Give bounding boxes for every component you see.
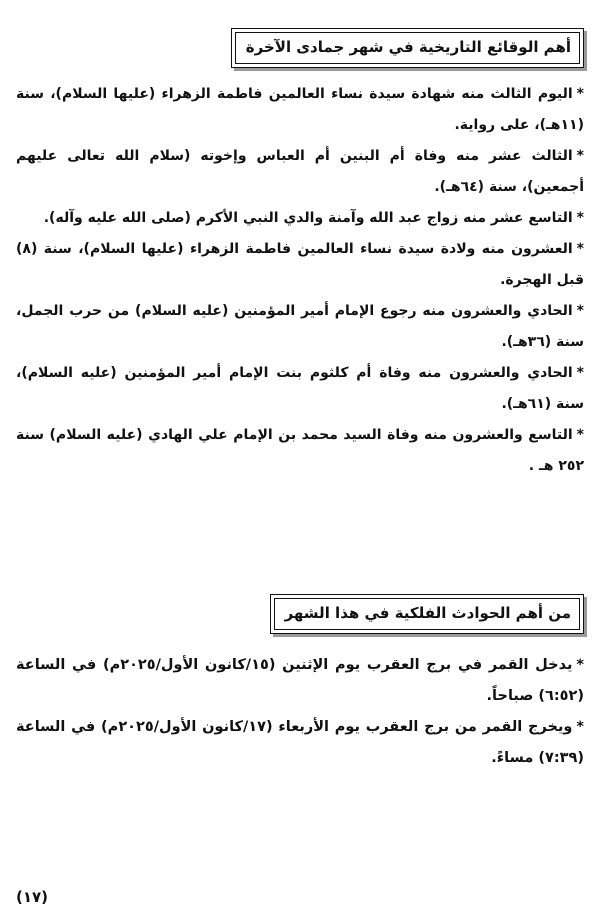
page-number: (١٧) (16, 888, 49, 906)
list-item (16, 358, 584, 420)
bullet-marker: * (576, 365, 584, 381)
list-item (16, 712, 584, 774)
bullet-marker: * (576, 86, 584, 102)
event-text: الثالث عشر منه وفاة أم البنين أم العباس وإخوته (سلام الله تعالى عليهم أجمعين)، سنة (٦٤هـ). (16, 148, 584, 195)
event-text: الحادي والعشرون منه وفاة أم كلثوم بنت الإمام أمير المؤمنين (عليه السلام)، سنة (٦١هـ). (16, 365, 584, 412)
event-text: ويخرج القمر من برج العقرب يوم الأربعاء (١٧/كانون الأول/٢٠٢٥م) في الساعة (٧:٣٩) مساءً. (16, 719, 584, 766)
list-item (16, 296, 584, 358)
bullet-marker: * (576, 241, 584, 257)
astronomical-events-heading-box (270, 594, 584, 634)
list-item (16, 203, 584, 234)
list-item (16, 234, 584, 296)
list-item (16, 141, 584, 203)
event-text: العشرون منه ولادة سيدة نساء العالمين فاطمة الزهراء (عليها السلام)، سنة (٨) قبل الهجرة. (16, 241, 584, 288)
bullet-marker: * (576, 427, 584, 443)
historical-events-heading: أهم الوقائع التاريخية في شهر جمادى الآخرة (235, 32, 580, 64)
list-item (16, 79, 584, 141)
astronomical-events-list (16, 650, 584, 774)
historical-events-list (16, 79, 584, 482)
event-text: يدخل القمر في برج العقرب يوم الإثنين (١٥/كانون الأول/٢٠٢٥م) في الساعة (٦:٥٢) صباحاً. (16, 657, 584, 704)
bullet-marker: * (576, 148, 584, 164)
list-item (16, 650, 584, 712)
event-text: اليوم الثالث منه شهادة سيدة نساء العالمين فاطمة الزهراء (عليها السلام)، سنة (١١هـ)، على رواية. (16, 86, 584, 133)
bullet-marker: * (576, 210, 584, 226)
bullet-marker: * (576, 303, 584, 319)
event-text: التاسع والعشرون منه وفاة السيد محمد بن الإمام علي الهادي (عليه السلام) سنة ٢٥٢ هـ . (16, 427, 584, 474)
bullet-marker: * (576, 719, 584, 735)
bullet-marker: * (576, 657, 584, 673)
list-item (16, 420, 584, 482)
event-text: التاسع عشر منه زواج عبد الله وآمنة والدي النبي الأكرم (صلى الله عليه وآله). (43, 210, 573, 226)
event-text: الحادي والعشرون منه رجوع الإمام أمير المؤمنين (عليه السلام) من حرب الجمل، سنة (٣٦هـ). (16, 303, 584, 350)
astronomical-events-heading: من أهم الحوادث الفلكية في هذا الشهر (274, 598, 580, 630)
historical-events-heading-box (231, 28, 584, 68)
